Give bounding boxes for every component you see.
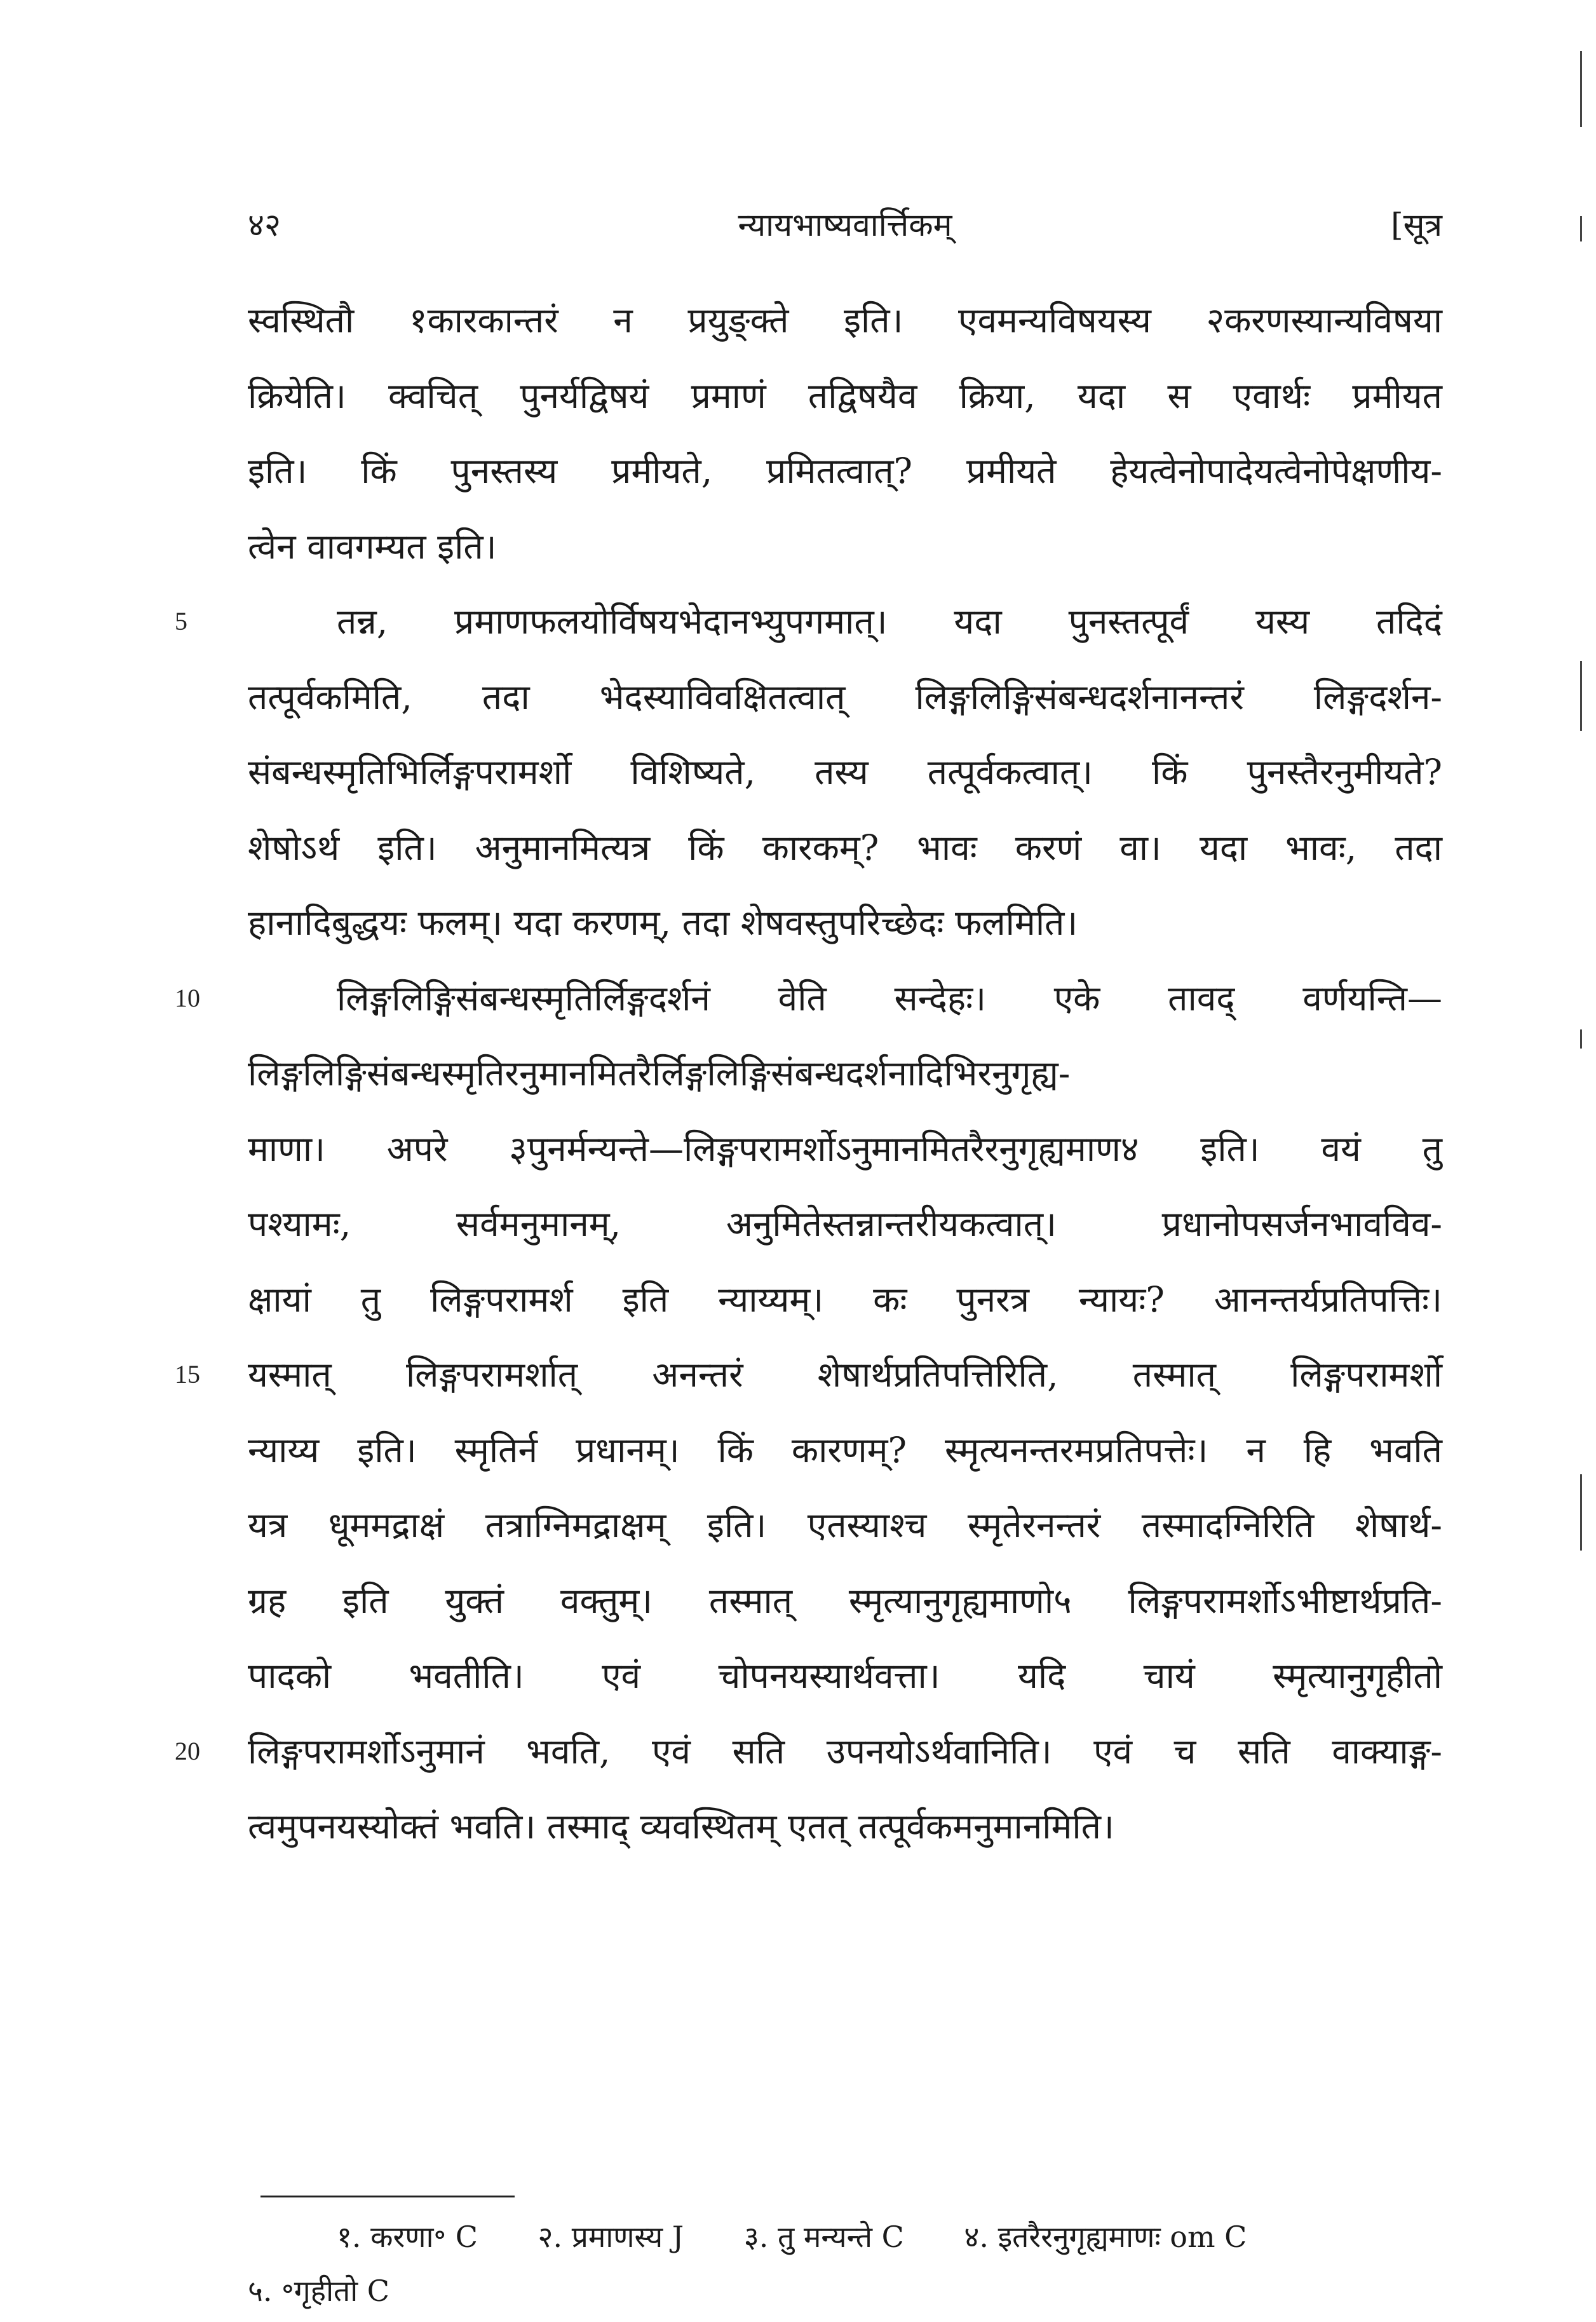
- line-text: संबन्धस्मृतिभिर्लिङ्गपरामर्शो विशिष्यते, तस्य तत्पूर्वकत्वात्। किं पुनस्तैरनुमीयते?: [248, 752, 1442, 792]
- footnote: २. प्रमाणस्य J: [538, 2220, 684, 2254]
- line-text: तन्न, प्रमाणफलयोर्विषयभेदानभ्युपगमात्। यदा पुनस्तत्पूर्वं यस्य तदिदं: [337, 601, 1442, 642]
- text-line: [248, 283, 1442, 358]
- text-line: [248, 1111, 1442, 1187]
- line-text: त्वेन वावगम्यत इति।: [248, 526, 497, 567]
- text-line: [248, 1262, 1442, 1338]
- footnote-line-2: [248, 2265, 1442, 2316]
- text-line: [248, 1563, 1442, 1639]
- scan-margin-marks: [1580, 51, 1586, 2211]
- line-text: शेषोऽर्थ इति। अनुमानमित्यत्र किं कारकम्? भावः करणं वा। यदा भावः, तदा: [248, 827, 1442, 868]
- text-line: [248, 1638, 1442, 1714]
- line-number: 10: [175, 983, 200, 1012]
- footnote: ३. तु मन्यन्ते C: [743, 2220, 904, 2254]
- line-text: पादको भवतीति। एवं चोपनयस्यार्थवत्ता। यदि चायं स्मृत्यानुगृहीतो: [248, 1655, 1442, 1696]
- line-text: स्वस्थितौ १कारकान्तरं न प्रयुङ्क्ते इति। एवमन्यविषयस्य २करणस्यान्यविषया: [248, 300, 1442, 341]
- text-line: [248, 509, 1442, 585]
- footnote: ४. इतरैरनुगृह्यमाणः om C: [964, 2220, 1247, 2254]
- line-text: पश्यामः, सर्वमनुमानम्, अनुमितेस्तन्नान्तरीयकत्वात्। प्रधानोपसर्जनभावविव-: [248, 1204, 1442, 1244]
- line-text: तत्पूर्वकमिति, तदा भेदस्याविवक्षितत्वात् लिङ्गलिङ्गिसंबन्धदर्शनानन्तरं लिङ्गदर्शन-: [248, 676, 1442, 717]
- footnotes: [248, 2208, 1442, 2316]
- text-line: [175, 1714, 1442, 1789]
- running-header: [248, 202, 1442, 253]
- line-text: न्याय्य इति। स्मृतिर्न प्रधानम्। किं कारणम्? स्मृत्यनन्तरमप्रतिपत्तेः। न हि भवति: [248, 1429, 1442, 1470]
- line-number: 5: [175, 607, 187, 635]
- text-line: [248, 433, 1442, 509]
- footnote-line-1: [248, 2208, 1442, 2265]
- text-line: [248, 1186, 1442, 1262]
- page-number: ४२: [248, 207, 281, 243]
- text-line: [175, 584, 1442, 660]
- text-line: [175, 961, 1442, 1036]
- line-text: त्वमुपनयस्योक्तं भवति। तस्माद् व्यवस्थितम् एतत् तत्पूर्वकमनुमानमिति।: [248, 1806, 1114, 1847]
- running-title: न्यायभाष्यवार्त्तिकम्: [738, 207, 952, 243]
- line-text: ग्रह इति युक्तं वक्तुम्। तस्मात् स्मृत्यानुगृह्यमाणो५ लिङ्गपरामर्शोऽभीष्टार्थप्रति-: [248, 1580, 1442, 1621]
- line-text: क्षायां तु लिङ्गपरामर्श इति न्याय्यम्। कः पुनरत्र न्यायः? आनन्तर्यप्रतिपत्तिः।: [248, 1279, 1442, 1320]
- footnote: १. करणा॰ C: [337, 2220, 478, 2254]
- text-line: [248, 358, 1442, 434]
- text-line: [248, 810, 1442, 886]
- line-number: 15: [175, 1360, 200, 1388]
- text-line: [248, 1036, 1442, 1111]
- line-text: हानादिबुद्धयः फलम्। यदा करणम्, तदा शेषवस्तुपरिच्छेदः फलमिति।: [248, 902, 1078, 943]
- footnote: ५. ॰गृहीतो C: [248, 2274, 389, 2308]
- footnote-rule: [260, 2196, 515, 2197]
- line-number: 20: [175, 1736, 200, 1765]
- line-text: इति। किं पुनस्तस्य प्रमीयते, प्रमितत्वात्? प्रमीयते हेयत्वेनोपादेयत्वेनोपेक्षणीय-: [248, 451, 1442, 491]
- line-text: लिङ्गलिङ्गिसंबन्धस्मृतिर्लिङ्गदर्शनं वेति सन्देहः। एके तावद् वर्णयन्ति—: [337, 977, 1442, 1019]
- line-text: माणा। अपरे ३पुनर्मन्यन्ते—लिङ्गपरामर्शोऽनुमानमितरैरनुगृह्यमाण४ इति। वयं तु: [248, 1128, 1442, 1169]
- text-line: [248, 1413, 1442, 1488]
- text-line: [248, 885, 1442, 961]
- text-line: [248, 735, 1442, 810]
- line-text: क्रियेति। क्वचित् पुनर्यद्विषयं प्रमाणं तद्विषयैव क्रिया, यदा स एवार्थः प्रमीयत: [248, 375, 1442, 416]
- text-line: [248, 1789, 1442, 1864]
- line-text: लिङ्गपरामर्शोऽनुमानं भवति, एवं सति उपनयोऽर्थवानिति। एवं च सति वाक्याङ्ग-: [248, 1730, 1442, 1772]
- section-marker: [सूत्र: [1391, 207, 1442, 243]
- text-line: [248, 1488, 1442, 1563]
- line-text: यस्मात् लिङ्गपरामर्शात् अनन्तरं शेषार्थप्रतिपत्तिरिति, तस्मात् लिङ्गपरामर्शो: [248, 1354, 1442, 1395]
- line-text: यत्र धूममद्राक्षं तत्राग्निमद्राक्षम् इति। एतस्याश्च स्मृतेरनन्तरं तस्मादग्निरिति शेषार्थ-: [248, 1505, 1442, 1545]
- text-line: [248, 660, 1442, 735]
- line-text: लिङ्गलिङ्गिसंबन्धस्मृतिरनुमानमितरैर्लिङ्गलिङ्गिसंबन्धदर्शनादिभिरनुगृह्य-: [248, 1053, 1071, 1094]
- text-line: [175, 1337, 1442, 1413]
- text-body: [175, 283, 1442, 1864]
